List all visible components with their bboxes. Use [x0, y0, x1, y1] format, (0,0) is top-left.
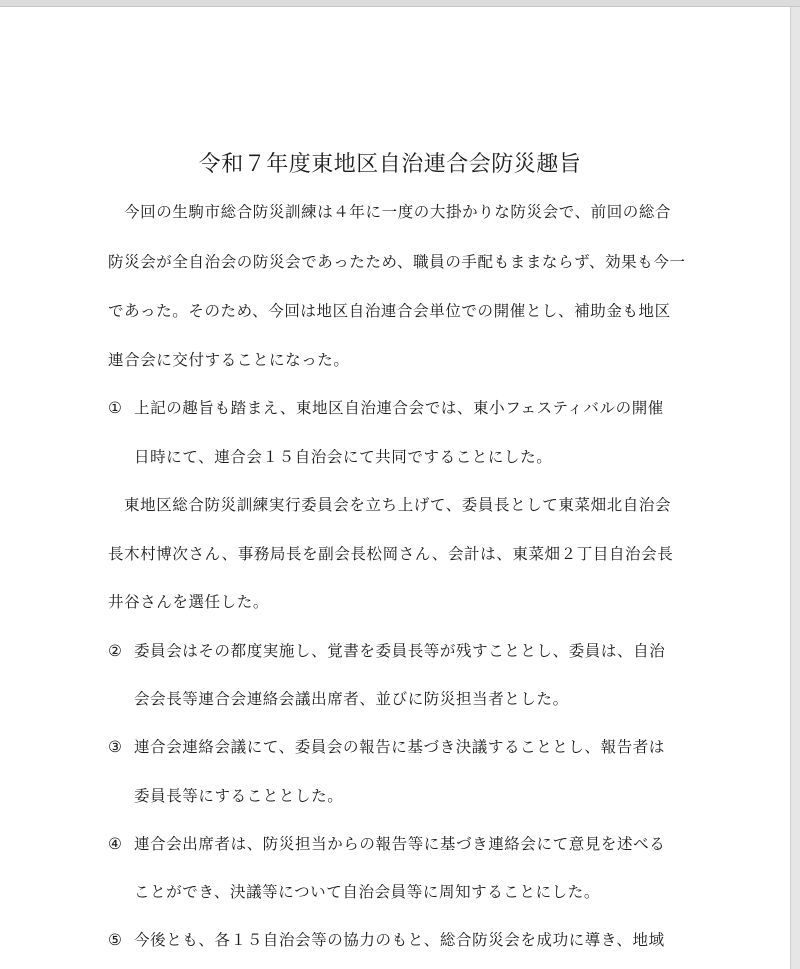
item-4-line-2: ことができ、決議等について自治会員等に周知することにした。	[134, 883, 600, 901]
viewer-scroll-gutter[interactable]	[790, 7, 800, 969]
intro-line-2: 防災会が全自治会の防災会であったため、職員の手配もままならず、効果も今一	[108, 253, 686, 271]
item-3-line-2: 委員長等にすることとした。	[134, 787, 344, 805]
item-2-line-2: 会会長等連合会連絡会議出席者、並びに防災担当者とした。	[134, 690, 569, 708]
item-5-text: 今後とも、各１５自治会等の協力のもと、総合防災会を成功に導き、地域	[134, 931, 665, 949]
item-1-number: ①	[108, 399, 123, 417]
committee-line-1: 東地区総合防災訓練実行委員会を立ち上げて、委員長として東菜畑北自治会	[124, 496, 672, 514]
committee-line-3: 井谷さんを選任した。	[108, 593, 270, 611]
intro-line-3: であった。そのため、今回は地区自治連合会単位での開催とし、補助金も地区	[108, 302, 671, 320]
committee-line-2: 長木村博次さん、事務局長を副会長松岡さん、会計は、東菜畑２丁目自治会長	[108, 545, 674, 563]
item-3-number: ③	[108, 738, 123, 756]
item-2-line-1	[108, 639, 688, 661]
item-5-number: ⑤	[108, 931, 123, 949]
page-title: 令和７年度東地区自治連合会防災趣旨	[198, 152, 582, 177]
item-4-text: 連合会出席者は、防災担当からの報告等に基づき連絡会にて意見を述べる	[134, 835, 666, 853]
intro-line-4: 連合会に交付することになった。	[108, 351, 350, 369]
intro-line-1: 今回の生駒市総合防災訓練は４年に一度の大掛かりな防災会で、前回の総合	[124, 203, 672, 221]
document-page	[0, 7, 790, 969]
viewer-top-border	[0, 0, 800, 7]
item-2-number: ②	[108, 642, 123, 660]
item-5-line-1	[108, 928, 688, 950]
item-1-line-2: 日時にて、連合会１５自治会にて共同ですることにした。	[134, 448, 553, 466]
item-1-line-1	[108, 396, 688, 418]
item-1-text: 上記の趣旨も踏まえ、東地区自治連合会では、東小フェスティバルの開催	[134, 399, 664, 417]
item-4-line-1	[108, 832, 688, 854]
item-2-text: 委員会はその都度実施し、覚書を委員長等が残すこととし、委員は、自治	[134, 642, 666, 660]
item-3-line-1	[108, 735, 688, 757]
item-3-text: 連合会連絡会議にて、委員会の報告に基づき決議することとし、報告者は	[134, 738, 665, 756]
item-4-number: ④	[108, 835, 123, 853]
